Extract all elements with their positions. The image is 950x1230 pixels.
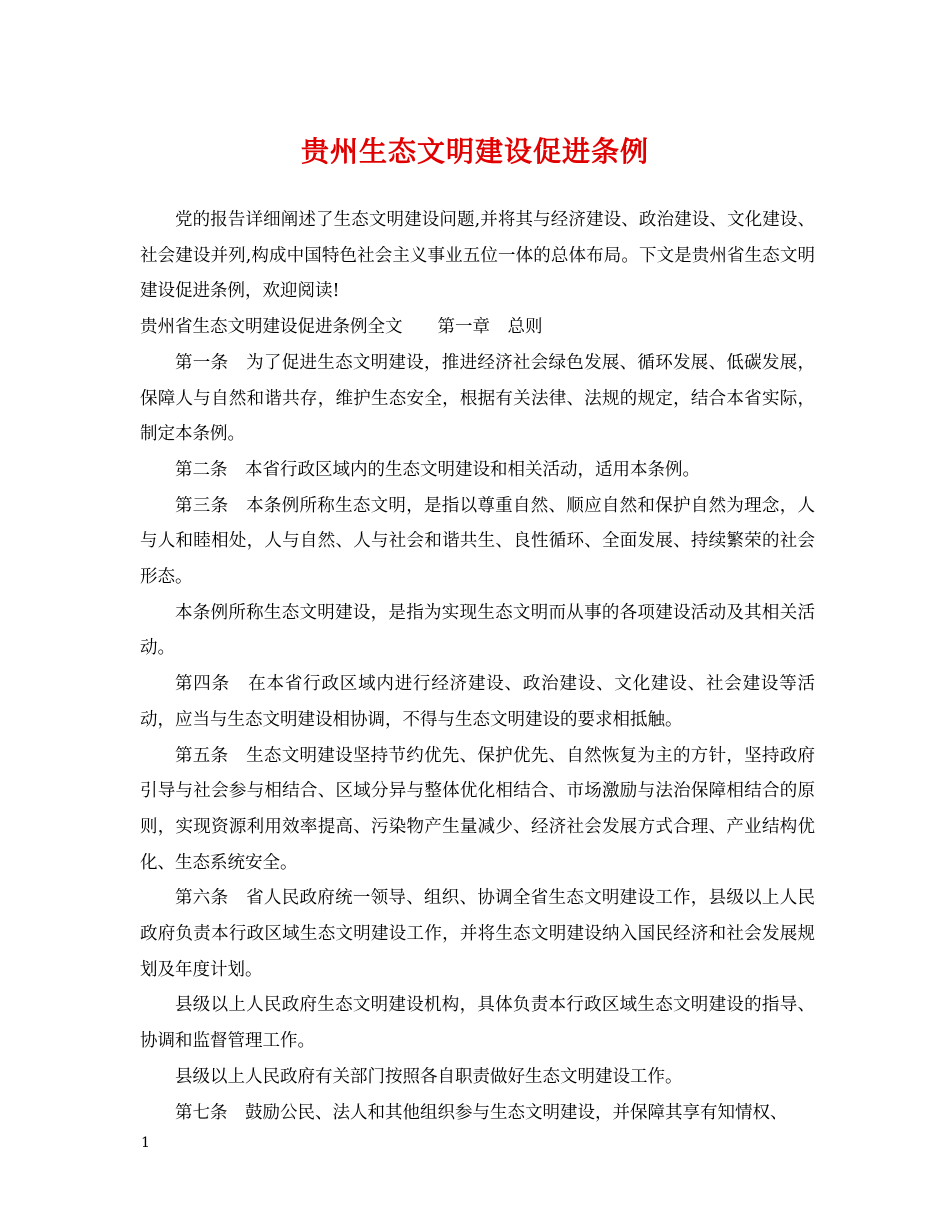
paragraph-article-6: 第六条 省人民政府统一领导、组织、协调全省生态文明建设工作，县级以上人民政府负责本行政区域生态文明建设工作，并将生态文明建设纳入国民经济和社会发展规划及年度计划。	[140, 888, 815, 980]
paragraph-article-7: 第七条 鼓励公民、法人和其他组织参与生态文明建设，并保障其享有知情权、	[175, 1102, 788, 1123]
document-title: 贵州生态文明建设促进条例	[300, 135, 649, 168]
paragraph-article-5: 第五条 生态文明建设坚持节约优先、保护优先、自然恢复为主的方针，坚持政府引导与社会参与相结合、区域分异与整体优化相结合、市场激励与法治保障相结合的原则，实现资源利用效率提高、污染物产生量减少、经济社会发展方式合理、产业结构优化、生态系统安全。	[140, 745, 815, 873]
document-body	[140, 203, 815, 1131]
paragraph-article-4: 第四条 在本省行政区域内进行经济建设、政治建设、文化建设、社会建设等活动，应当与生态文明建设相协调，不得与生态文明建设的要求相抵触。	[140, 674, 815, 730]
paragraph-article-3: 第三条 本条例所称生态文明，是指以尊重自然、顺应自然和保护自然为理念，人与人和睦相处，人与自然、人与社会和谐共生、良性循环、全面发展、持续繁荣的社会形态。	[140, 495, 815, 588]
page-number: 1	[141, 1135, 150, 1151]
paragraph-article-3-cont: 本条例所称生态文明建设，是指为实现生态文明而从事的各项建设活动及其相关活动。	[140, 602, 815, 659]
paragraph-article-1: 第一条 为了促进生态文明建设，推进经济社会绿色发展、循环发展、低碳发展，保障人与自然和谐共存，维护生态安全，根据有关法律、法规的规定，结合本省实际，制定本条例。	[140, 352, 815, 445]
paragraph-article-2: 第二条 本省行政区域内的生态文明建设和相关活动，适用本条例。	[175, 459, 700, 480]
paragraph-article-6-cont-1: 县级以上人民政府生态文明建设机构，具体负责本行政区域生态文明建设的指导、协调和监督管理工作。	[140, 995, 815, 1052]
paragraph-chapter-heading: 贵州省生态文明建设促进条例全文 第一章 总则	[140, 317, 543, 338]
paragraph-article-6-cont-2: 县级以上人民政府有关部门按照各自职责做好生态文明建设工作。	[175, 1066, 683, 1087]
paragraph-intro: 党的报告详细阐述了生态文明建设问题,并将其与经济建设、政治建设、文化建设、社会建设并列,构成中国特色社会主义事业五位一体的总体布局。下文是贵州省生态文明建设促进条例，欢迎阅读!	[140, 210, 815, 302]
